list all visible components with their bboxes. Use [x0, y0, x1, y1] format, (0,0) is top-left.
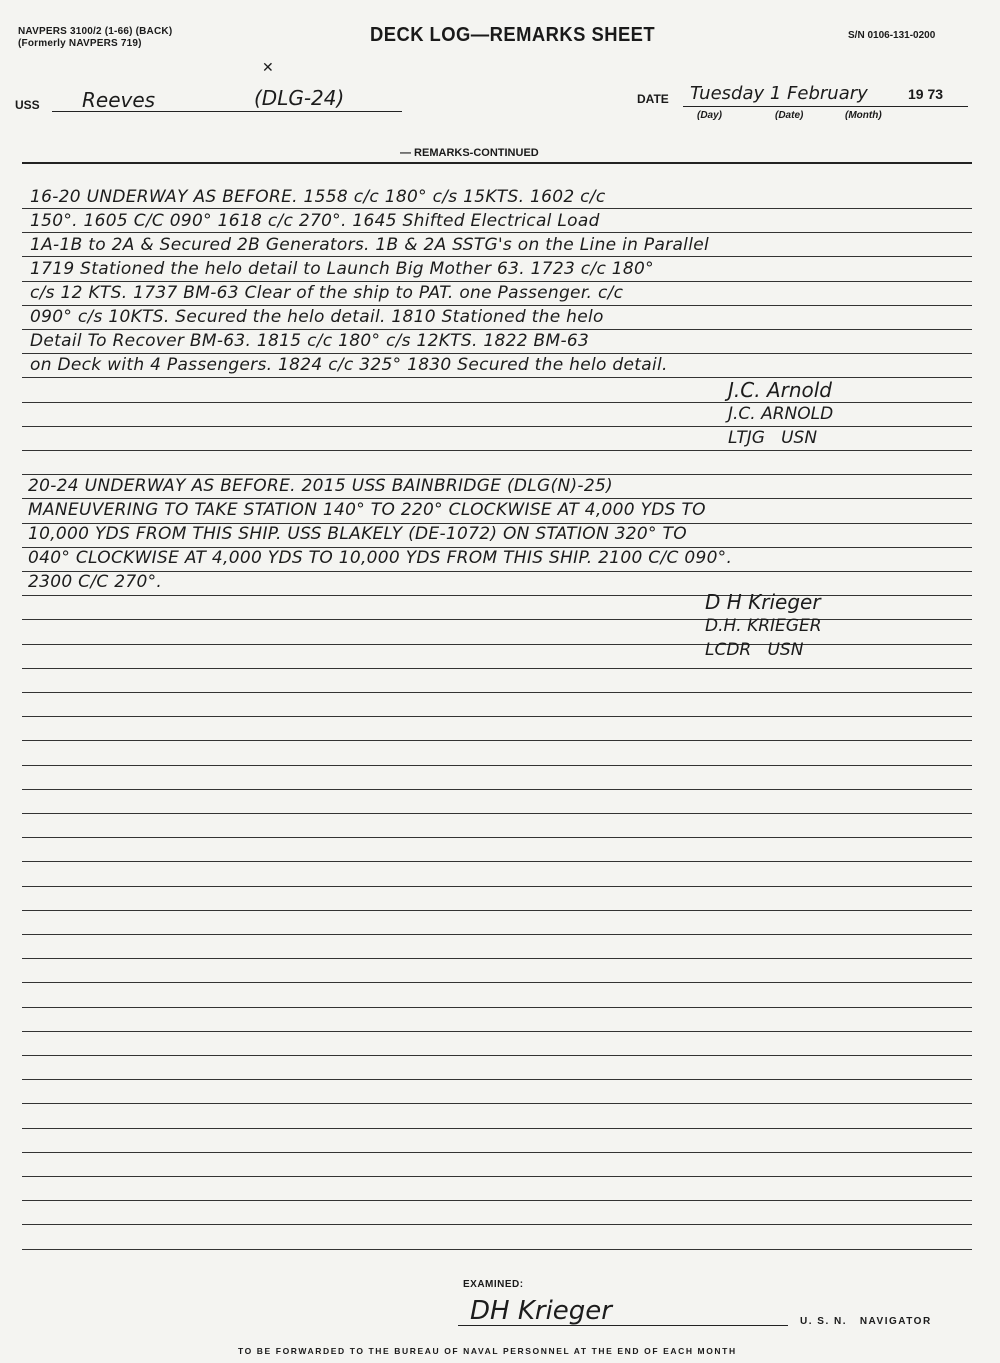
officer-rank: LTJG USN — [728, 428, 818, 448]
date-sub-day: (Day) — [697, 110, 723, 121]
ruled-line — [22, 1128, 972, 1129]
date-year: 19 73 — [908, 86, 944, 102]
ruled-line — [22, 813, 972, 814]
date-label: DATE — [637, 92, 669, 106]
ruled-line — [22, 1103, 972, 1104]
ruled-line — [22, 450, 972, 451]
log-entry-20-24 — [28, 474, 732, 594]
log-entry-16-20 — [30, 185, 709, 377]
serial-number: S/N 0106-131-0200 — [848, 30, 936, 41]
entry-line: Detail To Recover BM-63. 1815 c/c 180° c/s 12KTS. 1822 BM-63 — [30, 331, 590, 351]
entry-line: 10,000 YDS FROM THIS SHIP. USS BLAKELY (DE-1072) ON STATION 320° TO — [28, 524, 687, 544]
officer-name: D.H. KRIEGER — [705, 616, 822, 636]
entry-line: 150°. 1605 C/C 090° 1618 c/c 270°. 1645 Shifted Electrical Load — [30, 211, 600, 231]
officer-signature-block — [728, 378, 833, 450]
date-underline — [683, 106, 968, 107]
ruled-line — [22, 1152, 972, 1153]
navigator-title: U. S. N. NAVIGATOR — [800, 1316, 932, 1327]
examined-signature-line — [458, 1325, 788, 1326]
ruled-line — [22, 910, 972, 911]
ruled-line — [22, 1200, 972, 1201]
date-value: Tuesday 1 February — [690, 83, 868, 104]
date-sub-date: (Date) — [775, 110, 804, 121]
page-title: DECK LOG—REMARKS SHEET — [370, 24, 656, 46]
date-sub-month: (Month) — [845, 110, 882, 121]
remarks-top-rule — [22, 162, 972, 164]
ruled-line — [22, 789, 972, 790]
entry-line: MANEUVERING TO TAKE STATION 140° TO 220° CLOCKWISE AT 4,000 YDS TO — [28, 500, 706, 520]
entry-line: 1A-1B to 2A & Secured 2B Generators. 1B & 2A SSTG's on the Line in Parallel — [30, 235, 710, 255]
officer-signature: J.C. Arnold — [728, 378, 833, 402]
ruled-line — [22, 1224, 972, 1225]
ship-label: USS — [15, 98, 40, 112]
navigator-signature: DH Krieger — [470, 1296, 612, 1326]
officer-rank: LCDR USN — [705, 640, 804, 660]
form-number: NAVPERS 3100/2 (1-66) (BACK) — [18, 26, 173, 37]
entry-line: 20-24 UNDERWAY AS BEFORE. 2015 USS BAINBRIDGE (DLG(N)-25) — [28, 476, 613, 496]
ruled-line — [22, 619, 972, 620]
examined-label: EXAMINED: — [463, 1279, 524, 1290]
entry-line: on Deck with 4 Passengers. 1824 c/c 325° 1830 Secured the helo detail. — [30, 355, 668, 375]
officer-signature: D H Krieger — [705, 590, 821, 614]
ruled-line — [22, 668, 972, 669]
ruled-line — [22, 861, 972, 862]
entry-line: c/s 12 KTS. 1737 BM-63 Clear of the ship to PAT. one Passenger. c/c — [30, 283, 624, 303]
ruled-line — [22, 837, 972, 838]
ruled-line — [22, 1176, 972, 1177]
officer-name: J.C. ARNOLD — [728, 404, 834, 424]
ruled-line — [22, 692, 972, 693]
officer-signature-block — [705, 590, 822, 662]
ruled-line — [22, 1079, 972, 1080]
entry-line: 16-20 UNDERWAY AS BEFORE. 1558 c/c 180° c/s 15KTS. 1602 c/c — [30, 187, 606, 207]
form-formerly: (Formerly NAVPERS 719) — [18, 38, 142, 49]
ruled-line — [22, 886, 972, 887]
entry-line: 040° CLOCKWISE AT 4,000 YDS TO 10,000 YDS FROM THIS SHIP. 2100 C/C 090°. — [28, 548, 733, 568]
ruled-line — [22, 595, 972, 596]
ruled-line — [22, 1007, 972, 1008]
ship-name: Reeves — [82, 88, 156, 112]
form-identifier — [18, 26, 172, 50]
pen-mark-icon: ✕ — [262, 60, 274, 76]
entry-line: 1719 Stationed the helo detail to Launch Big Mother 63. 1723 c/c 180° — [30, 259, 654, 279]
ruled-line — [22, 1031, 972, 1032]
ship-hull-number: (DLG-24) — [254, 86, 345, 110]
remarks-heading: — REMARKS-CONTINUED — [400, 147, 539, 159]
ruled-line — [22, 958, 972, 959]
ruled-line — [22, 740, 972, 741]
ruled-line — [22, 934, 972, 935]
footer-instructions: TO BE FORWARDED TO THE BUREAU OF NAVAL PERSONNEL AT THE END OF EACH MONTH — [238, 1346, 737, 1356]
ruled-line — [22, 982, 972, 983]
ruled-line — [22, 1055, 972, 1056]
ruled-line — [22, 1249, 972, 1250]
entry-line: 090° c/s 10KTS. Secured the helo detail. 1810 Stationed the helo — [30, 307, 604, 327]
entry-line: 2300 C/C 270°. — [28, 572, 163, 592]
ruled-line — [22, 716, 972, 717]
ruled-line — [22, 644, 972, 645]
ruled-line — [22, 765, 972, 766]
